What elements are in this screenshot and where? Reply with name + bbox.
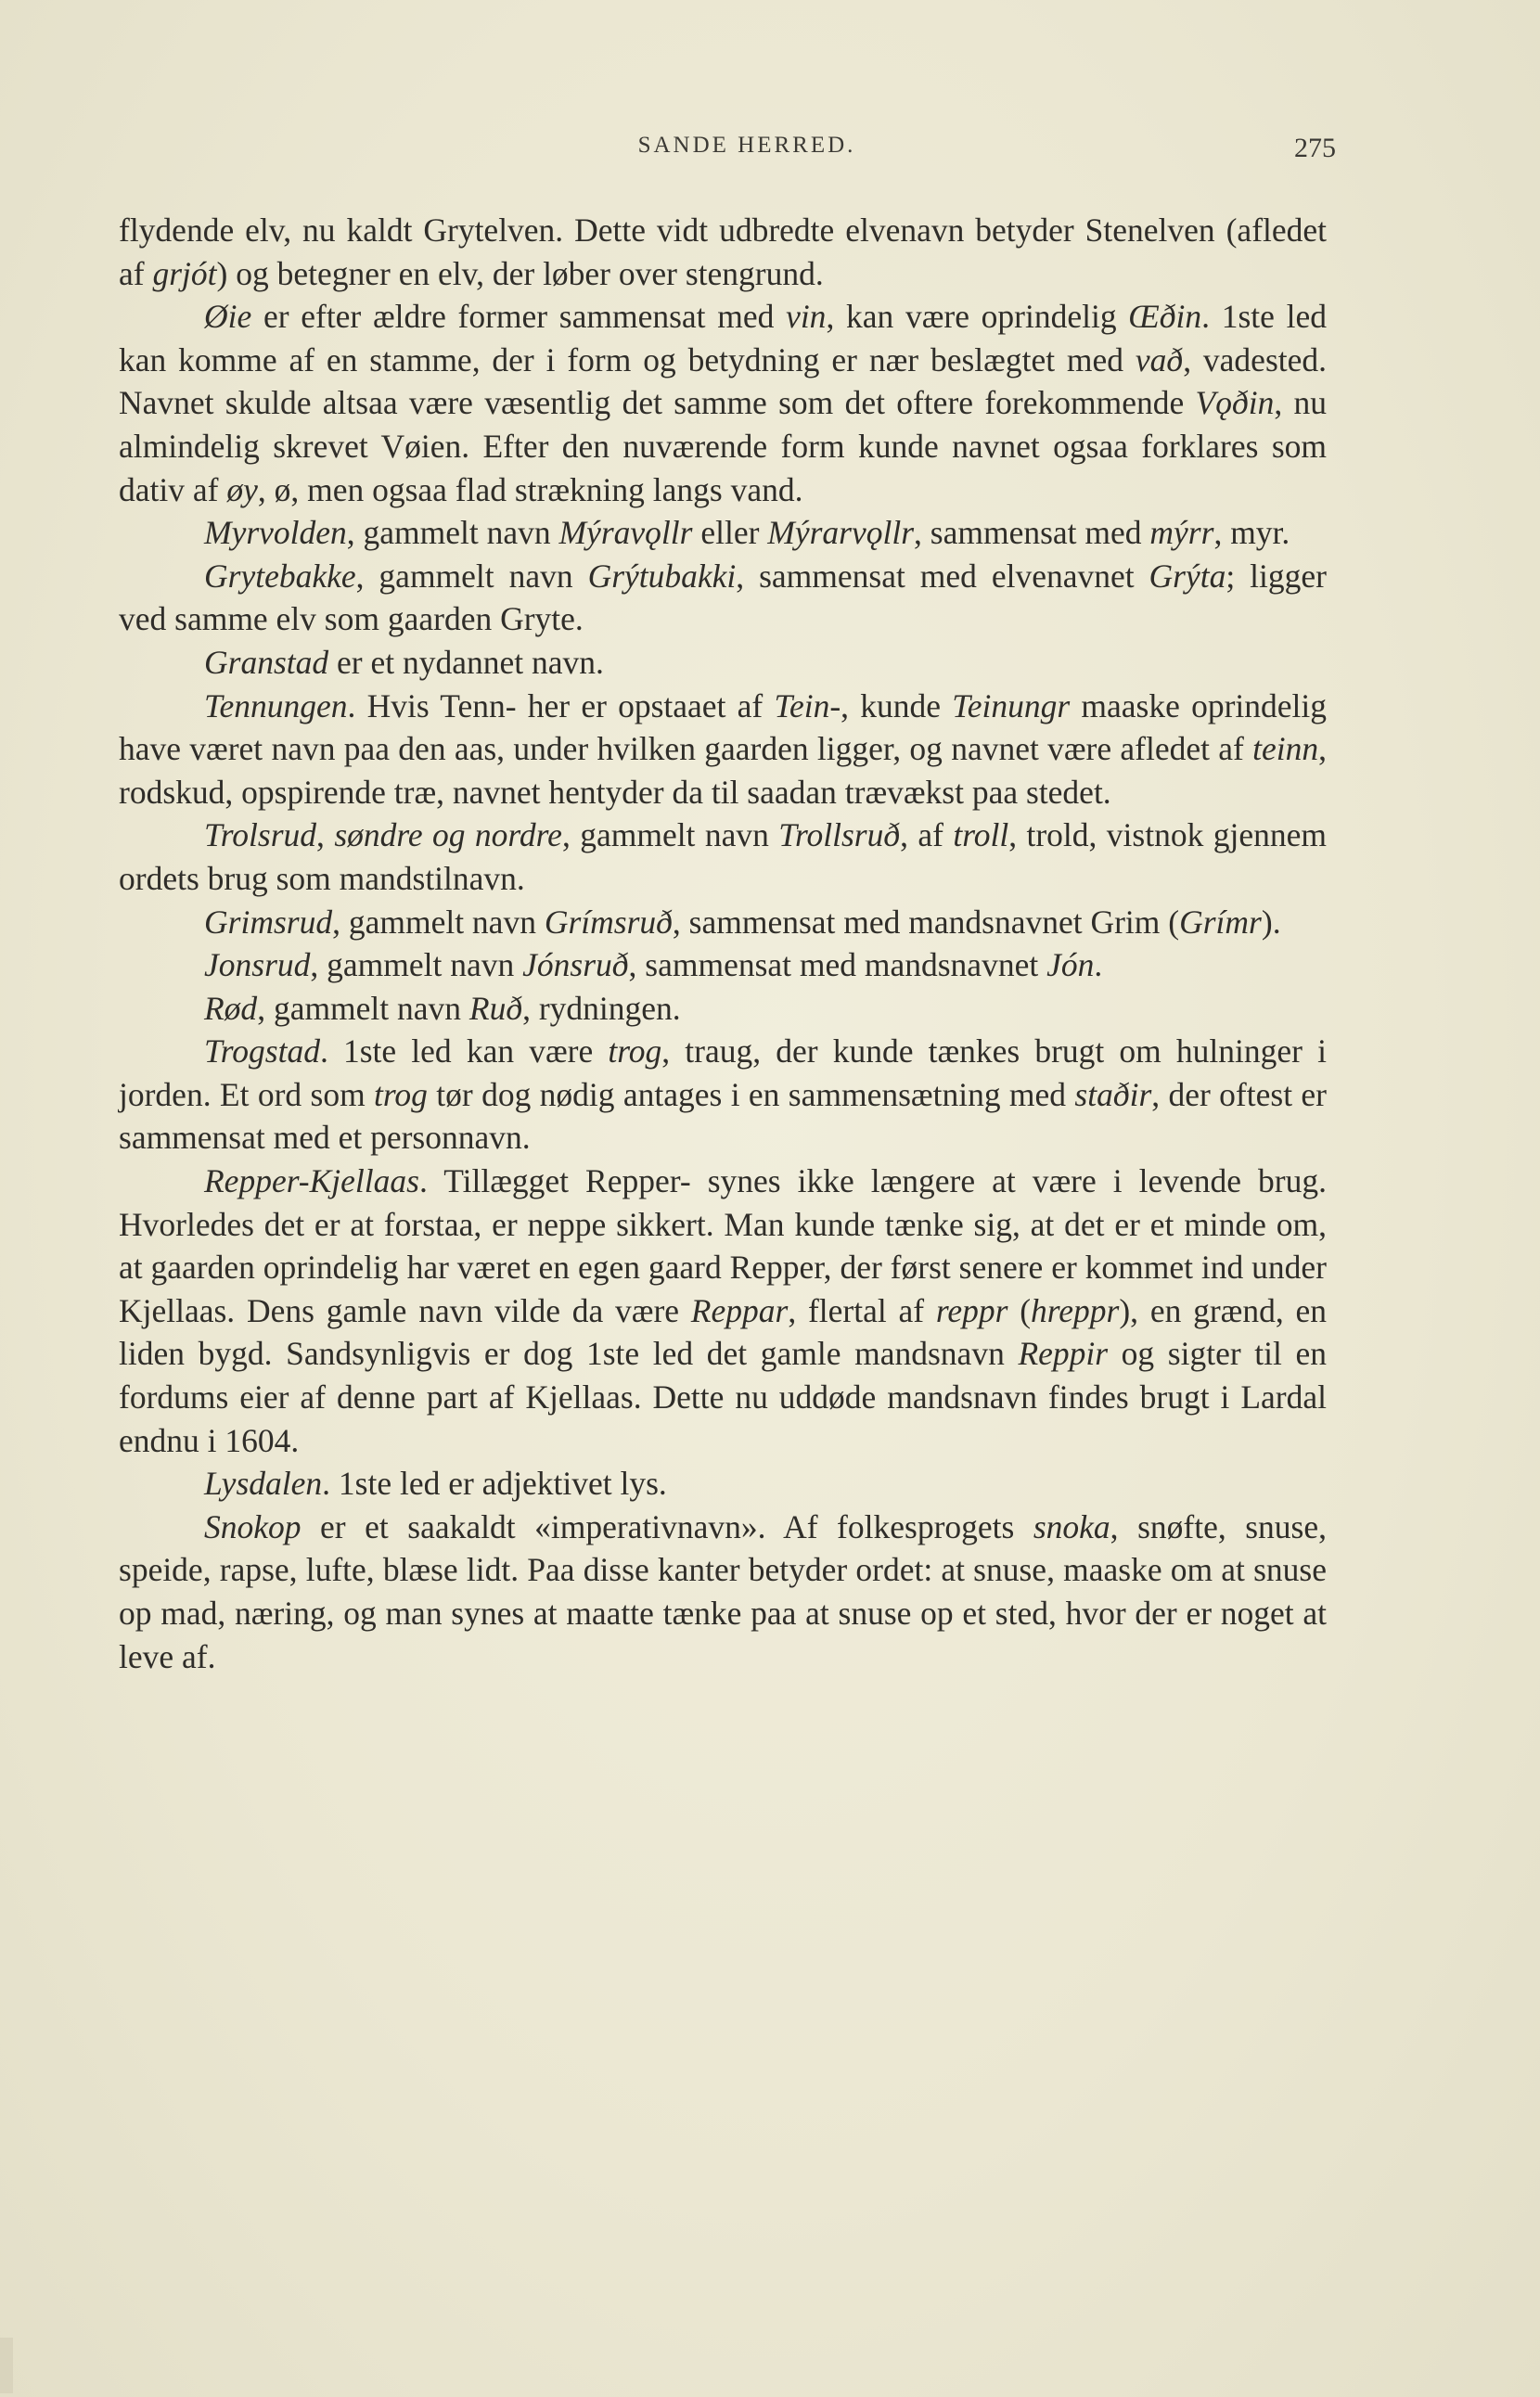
italic-term: Vǫðin <box>1195 384 1275 422</box>
text-run: ( <box>1007 1291 1032 1329</box>
italic-term: trog <box>608 1032 662 1070</box>
paragraph <box>119 209 1327 295</box>
italic-term: Ruð <box>468 989 523 1027</box>
italic-term: Granstad <box>204 643 329 681</box>
text-run: , sammensat med elvenavnet <box>736 557 1149 595</box>
paragraph <box>119 1462 1327 1506</box>
italic-term: Grýtubakki <box>587 557 737 595</box>
italic-term: Lysdalen <box>204 1465 323 1503</box>
paragraph <box>119 685 1327 814</box>
text-run: , gammelt navn <box>257 989 469 1027</box>
italic-term: reppr <box>935 1291 1008 1329</box>
italic-term: snoka <box>1033 1507 1110 1545</box>
text-run: eller <box>692 514 768 552</box>
text-run: er efter ældre former sammensat med <box>251 298 787 336</box>
italic-term: mýrr <box>1149 514 1214 552</box>
italic-term: Reppar <box>690 1291 789 1329</box>
italic-term: Myrvolden <box>204 514 347 552</box>
text-run: , snøfte, snuse, speide, rapse, lufte, blæse lidt. Paa disse kanter betyder ordet: at snuse, maaske om at snuse op mad, næring, og man synes at maatte tænke paa at snuse op et sted, hvor der er noget at leve af. <box>119 1507 1327 1675</box>
italic-term: Œðin <box>1128 298 1202 336</box>
italic-term: vin <box>786 298 827 336</box>
text-run: , traug, der kunde tænkes brugt om hulninger i jorden. Et ord som <box>119 1032 1327 1113</box>
text-run: . Tillægget Repper- synes ikke længere at være i levende brug. Hvorledes det er at forstaa, er neppe sikkert. Man kunde tænke sig, at det er et minde om, at gaarden oprindelig har været en egen gaard Repper, der først senere er kommet ind under Kjellaas. Dens gamle navn vilde da være <box>119 1162 1327 1329</box>
text-run: , kunde <box>841 686 953 724</box>
italic-term: Grímr <box>1179 903 1262 941</box>
paragraph <box>119 641 1327 685</box>
italic-term: hreppr <box>1031 1291 1120 1329</box>
text-run: , kan være oprindelig <box>826 298 1129 336</box>
italic-term: Trogstad <box>204 1032 320 1070</box>
text-run: , gammelt navn <box>561 816 779 854</box>
italic-term: Tein- <box>774 686 841 724</box>
page-number: 275 <box>1294 133 1336 163</box>
text-run: . <box>1094 946 1103 984</box>
text-run: , gammelt navn <box>355 557 588 595</box>
italic-term: Grímsruð <box>544 903 673 941</box>
italic-term: Mýrarvǫllr <box>767 514 915 552</box>
text-run: , ø, men ogsaa flad strækning langs vand. <box>257 470 803 508</box>
page-header <box>121 133 1336 170</box>
paragraph <box>119 943 1327 987</box>
text-run: , rodskud, opspirende træ, navnet hentyder da til saadan trævækst paa stedet. <box>119 730 1327 811</box>
text-run: , trold, vistnok gjennem ordets brug som mandstilnavn. <box>119 816 1327 897</box>
body-text <box>119 209 1327 1678</box>
italic-term: Rød <box>204 989 258 1027</box>
paragraph <box>119 987 1327 1031</box>
text-run: ), en grænd, en liden bygd. Sandsynligvis er dog 1ste led det gamle mandsnavn <box>119 1291 1328 1373</box>
text-run: , flertal af <box>788 1291 936 1329</box>
text-run: , sammensat med <box>914 514 1150 552</box>
italic-term: Øie <box>204 298 252 336</box>
text-run: og sigter til en fordums eier af denne part af Kjellaas. Dette nu uddøde mandsnavn findes brugt i Lardal endnu i 1604. <box>119 1335 1327 1459</box>
text-run: , rydningen. <box>522 989 681 1027</box>
text-run: , der oftest er sammensat med et personnavn. <box>119 1075 1327 1157</box>
text-run: , af <box>900 816 954 854</box>
text-run: , nu almindelig skrevet Vøien. Efter den nuværende form kunde navnet ogsaa forklares som dativ af <box>119 384 1327 508</box>
paragraph <box>119 1506 1327 1678</box>
text-run: er et nydannet navn. <box>328 643 604 681</box>
text-run: . 1ste led kan være <box>319 1032 609 1070</box>
italic-term: Grytebakke <box>204 557 356 595</box>
text-run: , sammensat med mandsnavnet Grim ( <box>672 903 1180 941</box>
paragraph <box>119 1160 1327 1462</box>
italic-term: søndre og nordre <box>334 816 562 854</box>
italic-term: vað <box>1135 340 1184 378</box>
text-run: flydende elv, nu kaldt Grytelven. Dette vidt udbredte elvenavn betyder Stenelven (afledet af <box>119 212 1327 292</box>
italic-term: Jón <box>1046 946 1095 984</box>
italic-term: Grýta <box>1149 557 1226 595</box>
text-run: er et saakaldt «imperativnavn». Af folkesprogets <box>301 1507 1033 1545</box>
italic-term: Repper-Kjellaas <box>204 1162 419 1200</box>
text-run: , gammelt navn <box>346 514 559 552</box>
italic-term: Snokop <box>204 1507 302 1545</box>
italic-term: Grimsrud <box>204 903 333 941</box>
text-run: , gammelt navn <box>310 946 523 984</box>
italic-term: trog <box>374 1075 428 1113</box>
italic-term: Jonsrud <box>204 946 311 984</box>
italic-term: Reppir <box>1018 1335 1109 1373</box>
text-run: , myr. <box>1213 514 1290 552</box>
text-run: . Hvis Tenn- her er opstaaet af <box>347 686 775 724</box>
italic-term: staðir <box>1074 1075 1152 1113</box>
text-run: tør dog nødig antages i en sammensætning med <box>427 1075 1075 1113</box>
italic-term: grjót <box>152 254 217 292</box>
italic-term: Trollsruð <box>778 816 901 854</box>
italic-term: Teinungr <box>952 686 1071 724</box>
paragraph <box>119 901 1327 944</box>
italic-term: øy <box>226 470 258 508</box>
text-run: ; ligger ved samme elv som gaarden Gryte. <box>119 557 1327 638</box>
text-run: , vadested. Navnet skulde altsaa være væsentlig det samme som det oftere forekommende <box>119 340 1327 422</box>
italic-term: Mýravǫllr <box>558 514 693 552</box>
paragraph <box>119 814 1327 900</box>
italic-term: troll <box>953 816 1009 854</box>
text-run: maaske oprindelig have været navn paa den aas, under hvilken gaarden ligger, og navnet være afledet af <box>119 686 1327 768</box>
text-run: , <box>316 816 335 854</box>
italic-term: Tennungen <box>204 686 348 724</box>
text-run: , sammensat med mandsnavnet <box>628 946 1047 984</box>
running-title: SANDE HERRED. <box>637 133 856 158</box>
paragraph <box>119 555 1327 641</box>
italic-term: teinn <box>1252 730 1319 768</box>
text-run: . 1ste led er adjektivet lys. <box>322 1465 667 1503</box>
text-run: , gammelt navn <box>332 903 545 941</box>
text-run: . 1ste led kan komme af en stamme, der i form og betydning er nær beslægtet med <box>119 298 1327 378</box>
text-run: ) og betegner en elv, der løber over stengrund. <box>216 254 824 292</box>
page-edge-mark <box>0 2338 13 2393</box>
paragraph <box>119 295 1327 511</box>
text-run: ). <box>1261 903 1281 941</box>
italic-term: Jónsruð <box>522 946 629 984</box>
paragraph <box>119 511 1327 555</box>
italic-term: Trolsrud <box>204 816 317 854</box>
paragraph <box>119 1030 1327 1160</box>
